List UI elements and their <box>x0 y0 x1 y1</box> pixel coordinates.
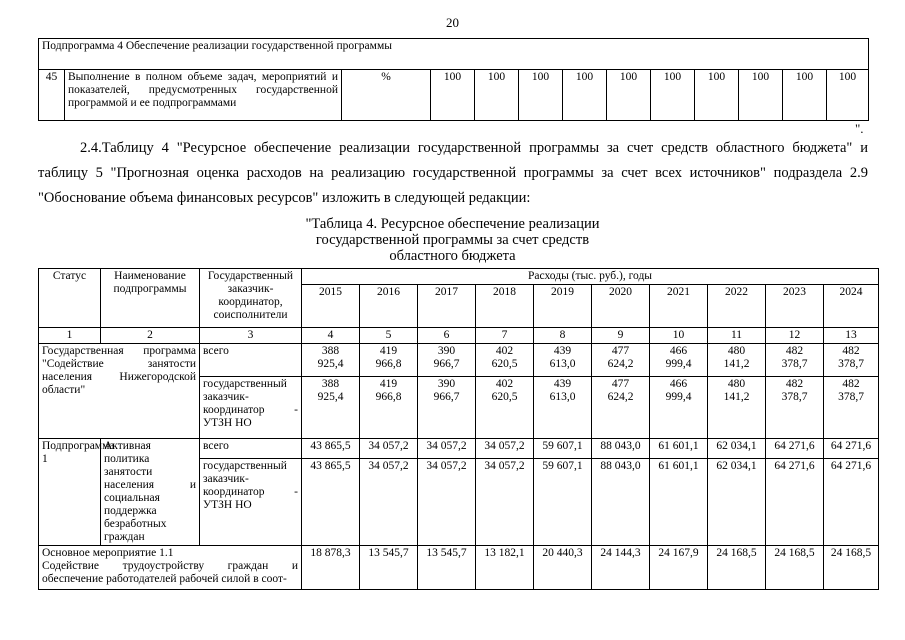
value-cell: 43 865,5 <box>302 439 360 459</box>
header-year: 2020 <box>592 285 650 328</box>
header-year: 2023 <box>766 285 824 328</box>
value-cell: 13 545,7 <box>418 546 476 590</box>
value-cell: 100 <box>827 70 869 121</box>
coordinator-cell: государственный заказчик-координатор - УТЗН НО <box>200 458 302 545</box>
coordinator-cell: государственный заказчик-координатор - УТЗН НО <box>200 377 302 439</box>
header-year: 2016 <box>360 285 418 328</box>
value-cell: 477 624,2 <box>592 377 650 439</box>
value-cell: 100 <box>475 70 519 121</box>
col-number: 7 <box>476 328 534 344</box>
header-year: 2024 <box>824 285 879 328</box>
value-cell: 100 <box>563 70 607 121</box>
value-cell: 34 057,2 <box>418 458 476 545</box>
value-cell: 64 271,6 <box>824 458 879 545</box>
header-expenses: Расходы (тыс. руб.), годы <box>302 269 879 285</box>
value-cell: 477 624,2 <box>592 344 650 377</box>
header-year: 2021 <box>650 285 708 328</box>
subprogram1-status: Подпрограмма 1 <box>39 439 101 546</box>
value-cell: 419 966,8 <box>360 344 418 377</box>
value-cell: 43 865,5 <box>302 458 360 545</box>
row-number: 45 <box>39 70 65 121</box>
activity-1-1 <box>39 546 302 590</box>
value-cell: 388 925,4 <box>302 344 360 377</box>
col-number: 13 <box>824 328 879 344</box>
value-cell: 59 607,1 <box>534 439 592 459</box>
subprogram4-indicator-table <box>38 38 869 121</box>
value-cell: 439 613,0 <box>534 344 592 377</box>
amendment-paragraph <box>38 136 868 211</box>
value-cell: 64 271,6 <box>766 458 824 545</box>
header-status: Статус <box>39 269 101 328</box>
value-cell: 419 966,8 <box>360 377 418 439</box>
value-cell: 24 168,5 <box>824 546 879 590</box>
caption-line: государственной программы за счет средств <box>315 232 590 248</box>
closing-quote: ". <box>855 121 864 136</box>
amendment-text: 2.4.Таблицу 4 "Ресурсное обеспечение реализации государственной программы за счет средств областного бюджета" и таблицу 5 "Прогнозная оценка расходов на реализацию государственной программы за счет всех источников" подраздела 2.9 "Обоснование объема финансовых ресурсов" изложить в следующей редакции: <box>38 140 868 206</box>
col-number: 12 <box>766 328 824 344</box>
value-cell: 100 <box>607 70 651 121</box>
value-cell: 24 168,5 <box>766 546 824 590</box>
value-cell: 34 057,2 <box>418 439 476 459</box>
page-number: 20 <box>446 15 459 30</box>
coordinator-cell: всего <box>200 344 302 377</box>
indicator-description: Выполнение в полном объеме задач, мероприятий и показателей, предусмотренных государственной программой и ее подпрограммами <box>65 70 342 121</box>
value-cell: 100 <box>783 70 827 121</box>
value-cell: 482 378,7 <box>824 344 879 377</box>
value-cell: 88 043,0 <box>592 458 650 545</box>
program-status: Государственная программа "Содействие занятости населения Нижегородской области" <box>39 344 200 439</box>
header-name: Наименование подпрограммы <box>101 269 200 328</box>
value-cell: 390 966,7 <box>418 377 476 439</box>
value-cell: 100 <box>695 70 739 121</box>
value-cell: 390 966,7 <box>418 344 476 377</box>
value-cell: 100 <box>519 70 563 121</box>
col-number: 11 <box>708 328 766 344</box>
value-cell: 34 057,2 <box>476 439 534 459</box>
value-cell: 62 034,1 <box>708 439 766 459</box>
subprogram1-name: Активная политика занятости населения и социальная поддержка безработных граждан <box>101 439 200 546</box>
col-number: 2 <box>101 328 200 344</box>
value-cell: 64 271,6 <box>824 439 879 459</box>
header-coordinator: Государственный заказчик-координатор, соисполнители <box>200 269 302 328</box>
value-cell: 34 057,2 <box>360 458 418 545</box>
value-cell: 59 607,1 <box>534 458 592 545</box>
value-cell: 100 <box>431 70 475 121</box>
value-cell: 402 620,5 <box>476 377 534 439</box>
value-cell: 61 601,1 <box>650 458 708 545</box>
unit-cell: % <box>342 70 431 121</box>
value-cell: 466 999,4 <box>650 377 708 439</box>
value-cell: 466 999,4 <box>650 344 708 377</box>
col-number: 1 <box>39 328 101 344</box>
value-cell: 13 182,1 <box>476 546 534 590</box>
caption-line: "Таблица 4. Ресурсное обеспечение реализации <box>305 216 600 232</box>
coordinator-cell: всего <box>200 439 302 459</box>
value-cell: 18 878,3 <box>302 546 360 590</box>
subprogram4-header: Подпрограмма 4 Обеспечение реализации государственной программы <box>39 39 869 70</box>
value-cell: 24 168,5 <box>708 546 766 590</box>
value-cell: 100 <box>739 70 783 121</box>
value-cell: 64 271,6 <box>766 439 824 459</box>
value-cell: 13 545,7 <box>360 546 418 590</box>
value-cell: 34 057,2 <box>360 439 418 459</box>
value-cell: 34 057,2 <box>476 458 534 545</box>
table4-caption <box>0 216 905 264</box>
caption-line: областного бюджета <box>389 248 516 264</box>
activity-title: Основное мероприятие 1.1 <box>42 547 174 559</box>
value-cell: 388 925,4 <box>302 377 360 439</box>
value-cell: 482 378,7 <box>766 344 824 377</box>
value-cell: 439 613,0 <box>534 377 592 439</box>
col-number: 10 <box>650 328 708 344</box>
value-cell: 100 <box>651 70 695 121</box>
value-cell: 20 440,3 <box>534 546 592 590</box>
header-year: 2018 <box>476 285 534 328</box>
col-number: 8 <box>534 328 592 344</box>
col-number: 3 <box>200 328 302 344</box>
col-number: 9 <box>592 328 650 344</box>
value-cell: 24 167,9 <box>650 546 708 590</box>
header-year: 2015 <box>302 285 360 328</box>
value-cell: 480 141,2 <box>708 377 766 439</box>
value-cell: 24 144,3 <box>592 546 650 590</box>
header-year: 2019 <box>534 285 592 328</box>
value-cell: 482 378,7 <box>766 377 824 439</box>
value-cell: 62 034,1 <box>708 458 766 545</box>
col-number: 5 <box>360 328 418 344</box>
value-cell: 88 043,0 <box>592 439 650 459</box>
header-year: 2017 <box>418 285 476 328</box>
resource-table <box>38 268 879 590</box>
col-number: 6 <box>418 328 476 344</box>
value-cell: 402 620,5 <box>476 344 534 377</box>
header-year: 2022 <box>708 285 766 328</box>
col-number: 4 <box>302 328 360 344</box>
activity-text: Содействие трудоустройству граждан и обеспечение работодателей рабочей силой в соот- <box>42 560 298 585</box>
value-cell: 61 601,1 <box>650 439 708 459</box>
value-cell: 482 378,7 <box>824 377 879 439</box>
value-cell: 480 141,2 <box>708 344 766 377</box>
